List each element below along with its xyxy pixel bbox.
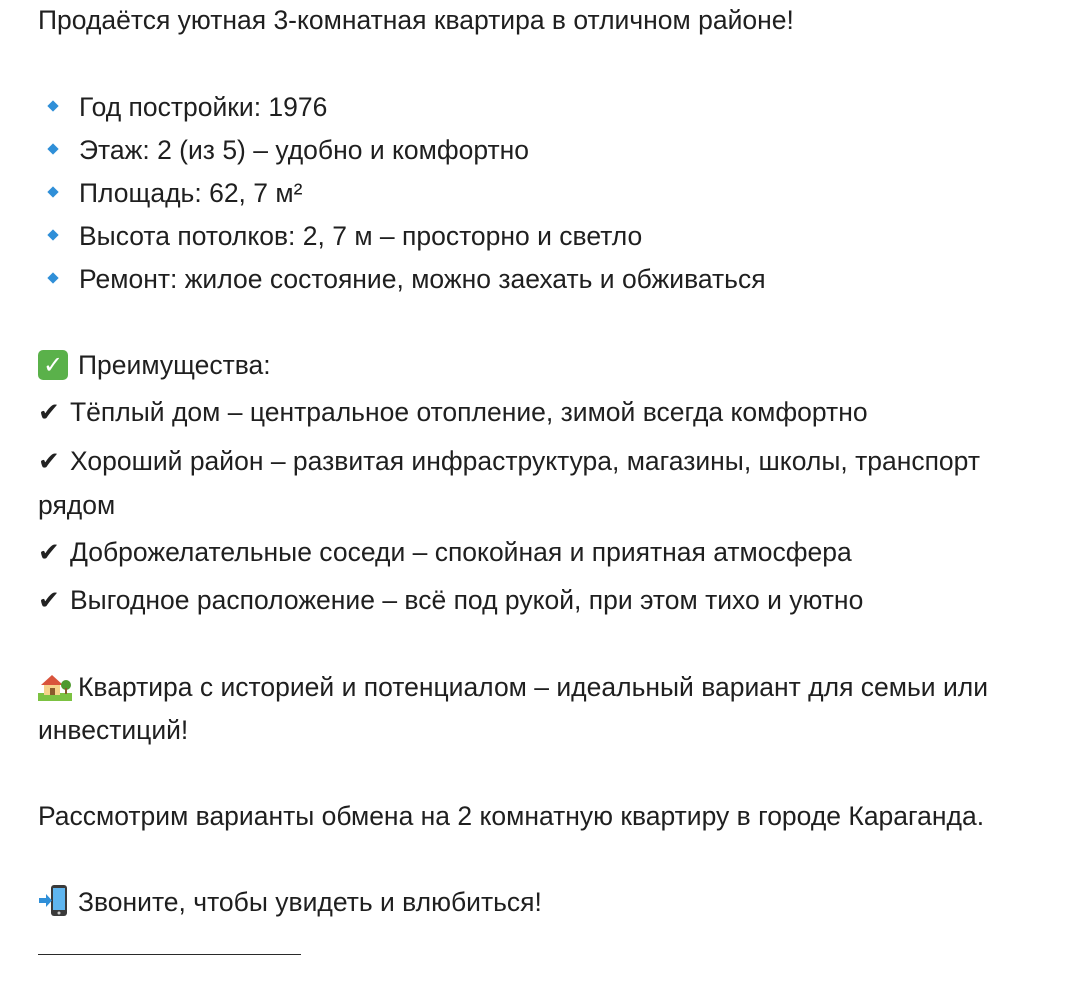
advantage-item-continuation: рядом bbox=[38, 490, 116, 520]
heavy-check-mark-icon: ✔ bbox=[38, 586, 60, 616]
intro-text: Продаётся уютная 3-комнатная квартира в отличном районе! bbox=[38, 5, 794, 35]
advantage-item bbox=[38, 445, 980, 478]
spec-item-text: Ремонт: жилое состояние, можно заехать и обживаться bbox=[79, 264, 766, 294]
small-blue-diamond-icon bbox=[47, 186, 58, 197]
house-with-garden-icon bbox=[38, 671, 72, 701]
spec-item-text: Этаж: 2 (из 5) – удобно и комфортно bbox=[79, 135, 530, 165]
spec-item-text: Площадь: 62, 7 м² bbox=[79, 178, 303, 208]
potential-line-continuation: инвестиций! bbox=[38, 715, 189, 745]
small-blue-diamond-icon bbox=[47, 143, 58, 154]
small-blue-diamond-icon bbox=[47, 229, 58, 240]
call-text: Звоните, чтобы увидеть и влюбиться! bbox=[78, 887, 542, 917]
exchange-text: Рассмотрим варианты обмена на 2 комнатную квартиру в городе Караганда. bbox=[38, 801, 985, 831]
advantages-heading bbox=[38, 349, 271, 382]
spec-item-text: Высота потолков: 2, 7 м – просторно и светло bbox=[79, 221, 643, 251]
heavy-check-mark-icon: ✔ bbox=[38, 398, 60, 428]
spec-item bbox=[38, 134, 529, 166]
spec-item bbox=[38, 220, 642, 252]
heavy-check-mark-icon: ✔ bbox=[38, 447, 60, 477]
advantage-item-text: Доброжелательные соседи – спокойная и приятная атмосфера bbox=[70, 537, 852, 567]
potential-text: Квартира с историей и потенциалом – идеальный вариант для семьи или bbox=[78, 672, 989, 702]
white-check-mark-button-icon: ✓ bbox=[38, 350, 68, 380]
small-blue-diamond-icon bbox=[47, 100, 58, 111]
advantage-item bbox=[38, 536, 852, 569]
small-blue-diamond-icon bbox=[47, 272, 58, 283]
spec-item bbox=[38, 91, 327, 123]
spec-item bbox=[38, 177, 302, 209]
mobile-phone-arrow-icon bbox=[38, 884, 72, 918]
advantages-heading-text: Преимущества: bbox=[78, 350, 271, 380]
potential-line bbox=[38, 671, 988, 704]
advantage-item-text: Тёплый дом – центральное отопление, зимой всегда комфортно bbox=[70, 397, 868, 427]
advantage-item bbox=[38, 584, 863, 617]
advantage-item bbox=[38, 396, 868, 429]
call-line bbox=[38, 886, 542, 921]
spec-item-text: Год постройки: 1976 bbox=[79, 92, 328, 122]
advantage-item-text: Хороший район – развитая инфраструктура, магазины, школы, транспорт bbox=[70, 446, 980, 476]
separator-line bbox=[38, 954, 301, 955]
advantage-item-text: Выгодное расположение – всё под рукой, при этом тихо и уютно bbox=[70, 585, 864, 615]
heavy-check-mark-icon: ✔ bbox=[38, 538, 60, 568]
spec-item bbox=[38, 263, 766, 295]
